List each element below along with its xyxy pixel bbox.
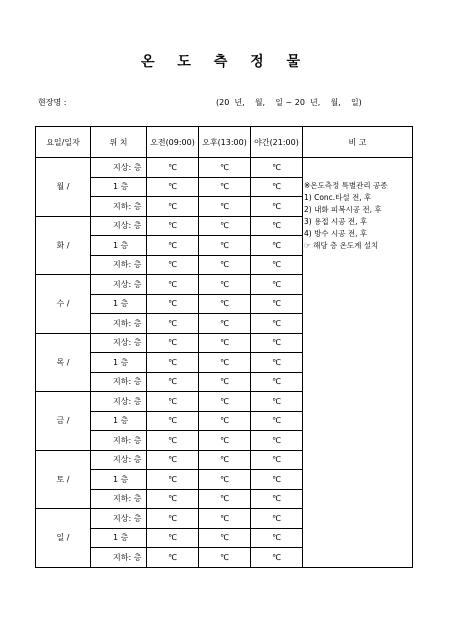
night-temp-cell[interactable]: ℃ bbox=[251, 353, 303, 373]
afternoon-temp-cell[interactable]: ℃ bbox=[199, 353, 251, 373]
night-temp-cell[interactable]: ℃ bbox=[251, 294, 303, 314]
morning-temp-cell[interactable]: ℃ bbox=[147, 255, 199, 275]
header-morning: 오전(09:00) bbox=[147, 127, 199, 158]
night-temp-cell[interactable]: ℃ bbox=[251, 275, 303, 295]
location-cell: 지상: 층 bbox=[91, 216, 147, 236]
morning-temp-cell[interactable]: ℃ bbox=[147, 197, 199, 217]
location-cell: 지상: 층 bbox=[91, 392, 147, 412]
night-temp-cell[interactable]: ℃ bbox=[251, 333, 303, 353]
location-cell: 1 층 bbox=[91, 411, 147, 431]
morning-temp-cell[interactable]: ℃ bbox=[147, 216, 199, 236]
location-cell: 지하: 층 bbox=[91, 489, 147, 509]
morning-temp-cell[interactable]: ℃ bbox=[147, 548, 199, 568]
location-cell: 1 층 bbox=[91, 294, 147, 314]
header-day-date: 요일/일자 bbox=[36, 127, 91, 158]
afternoon-temp-cell[interactable]: ℃ bbox=[199, 314, 251, 334]
location-cell: 지하: 층 bbox=[91, 431, 147, 451]
remark-line: 3) 용접 시공 전, 후 bbox=[304, 217, 368, 226]
afternoon-temp-cell[interactable]: ℃ bbox=[199, 333, 251, 353]
location-cell: 지하: 층 bbox=[91, 548, 147, 568]
afternoon-temp-cell[interactable]: ℃ bbox=[199, 489, 251, 509]
afternoon-temp-cell[interactable]: ℃ bbox=[199, 528, 251, 548]
remark-line: ☞ 해당 층 온도계 설치 bbox=[304, 241, 379, 250]
afternoon-temp-cell[interactable]: ℃ bbox=[199, 275, 251, 295]
temperature-table bbox=[35, 126, 413, 568]
location-cell: 1 층 bbox=[91, 353, 147, 373]
night-temp-cell[interactable]: ℃ bbox=[251, 177, 303, 197]
location-cell: 지상: 층 bbox=[91, 450, 147, 470]
location-cell: 1 층 bbox=[91, 528, 147, 548]
location-cell: 1 층 bbox=[91, 470, 147, 490]
location-cell: 지하: 층 bbox=[91, 197, 147, 217]
morning-temp-cell[interactable]: ℃ bbox=[147, 392, 199, 412]
afternoon-temp-cell[interactable]: ℃ bbox=[199, 177, 251, 197]
location-cell: 지하: 층 bbox=[91, 372, 147, 392]
morning-temp-cell[interactable]: ℃ bbox=[147, 314, 199, 334]
morning-temp-cell[interactable]: ℃ bbox=[147, 294, 199, 314]
night-temp-cell[interactable]: ℃ bbox=[251, 197, 303, 217]
night-temp-cell[interactable]: ℃ bbox=[251, 509, 303, 529]
night-temp-cell[interactable]: ℃ bbox=[251, 528, 303, 548]
afternoon-temp-cell[interactable]: ℃ bbox=[199, 236, 251, 256]
night-temp-cell[interactable]: ℃ bbox=[251, 450, 303, 470]
header-afternoon: 오후(13:00) bbox=[199, 127, 251, 158]
day-cell: 화 / bbox=[36, 216, 91, 275]
remark-line: 1) Conc.타설 전, 후 bbox=[304, 193, 372, 202]
afternoon-temp-cell[interactable]: ℃ bbox=[199, 392, 251, 412]
afternoon-temp-cell[interactable]: ℃ bbox=[199, 372, 251, 392]
period-range: (20 년, 월, 일 ~ 20 년, 월, 일) bbox=[216, 98, 362, 107]
afternoon-temp-cell[interactable]: ℃ bbox=[199, 509, 251, 529]
morning-temp-cell[interactable]: ℃ bbox=[147, 372, 199, 392]
night-temp-cell[interactable]: ℃ bbox=[251, 255, 303, 275]
night-temp-cell[interactable]: ℃ bbox=[251, 548, 303, 568]
day-cell: 월 / bbox=[36, 158, 91, 217]
remarks-cell bbox=[303, 158, 413, 568]
morning-temp-cell[interactable]: ℃ bbox=[147, 470, 199, 490]
afternoon-temp-cell[interactable]: ℃ bbox=[199, 158, 251, 178]
morning-temp-cell[interactable]: ℃ bbox=[147, 411, 199, 431]
location-cell: 1 층 bbox=[91, 236, 147, 256]
night-temp-cell[interactable]: ℃ bbox=[251, 158, 303, 178]
table-row bbox=[36, 158, 413, 178]
header-row bbox=[36, 127, 413, 158]
site-name-label: 현장명 : bbox=[38, 98, 67, 107]
morning-temp-cell[interactable]: ℃ bbox=[147, 333, 199, 353]
afternoon-temp-cell[interactable]: ℃ bbox=[199, 470, 251, 490]
header-location: 위 치 bbox=[91, 127, 147, 158]
night-temp-cell[interactable]: ℃ bbox=[251, 216, 303, 236]
location-cell: 지상: 층 bbox=[91, 158, 147, 178]
morning-temp-cell[interactable]: ℃ bbox=[147, 528, 199, 548]
day-cell: 토 / bbox=[36, 450, 91, 509]
header-night: 야간(21:00) bbox=[251, 127, 303, 158]
location-cell: 지상: 층 bbox=[91, 509, 147, 529]
night-temp-cell[interactable]: ℃ bbox=[251, 392, 303, 412]
location-cell: 지상: 층 bbox=[91, 333, 147, 353]
night-temp-cell[interactable]: ℃ bbox=[251, 411, 303, 431]
morning-temp-cell[interactable]: ℃ bbox=[147, 489, 199, 509]
afternoon-temp-cell[interactable]: ℃ bbox=[199, 450, 251, 470]
afternoon-temp-cell[interactable]: ℃ bbox=[199, 216, 251, 236]
night-temp-cell[interactable]: ℃ bbox=[251, 314, 303, 334]
afternoon-temp-cell[interactable]: ℃ bbox=[199, 197, 251, 217]
day-cell: 일 / bbox=[36, 509, 91, 568]
night-temp-cell[interactable]: ℃ bbox=[251, 372, 303, 392]
afternoon-temp-cell[interactable]: ℃ bbox=[199, 294, 251, 314]
morning-temp-cell[interactable]: ℃ bbox=[147, 158, 199, 178]
morning-temp-cell[interactable]: ℃ bbox=[147, 450, 199, 470]
afternoon-temp-cell[interactable]: ℃ bbox=[199, 548, 251, 568]
remark-line: 2) 내화 피복시공 전, 후 bbox=[304, 205, 382, 214]
remark-line: ※온도측정 특별관리 공종 bbox=[304, 181, 388, 190]
morning-temp-cell[interactable]: ℃ bbox=[147, 236, 199, 256]
morning-temp-cell[interactable]: ℃ bbox=[147, 431, 199, 451]
document-title: 온 도 측 정 물 bbox=[140, 54, 310, 70]
location-cell: 지하: 층 bbox=[91, 255, 147, 275]
table-body bbox=[36, 158, 413, 568]
location-cell: 1 층 bbox=[91, 177, 147, 197]
afternoon-temp-cell[interactable]: ℃ bbox=[199, 431, 251, 451]
night-temp-cell[interactable]: ℃ bbox=[251, 431, 303, 451]
afternoon-temp-cell[interactable]: ℃ bbox=[199, 255, 251, 275]
morning-temp-cell[interactable]: ℃ bbox=[147, 275, 199, 295]
afternoon-temp-cell[interactable]: ℃ bbox=[199, 411, 251, 431]
day-cell: 목 / bbox=[36, 333, 91, 392]
morning-temp-cell[interactable]: ℃ bbox=[147, 509, 199, 529]
night-temp-cell[interactable]: ℃ bbox=[251, 489, 303, 509]
location-cell: 지상: 층 bbox=[91, 275, 147, 295]
night-temp-cell[interactable]: ℃ bbox=[251, 470, 303, 490]
day-cell: 금 / bbox=[36, 392, 91, 451]
morning-temp-cell[interactable]: ℃ bbox=[147, 177, 199, 197]
morning-temp-cell[interactable]: ℃ bbox=[147, 353, 199, 373]
remark-line: 4) 방수 시공 전, 후 bbox=[304, 229, 368, 238]
day-cell: 수 / bbox=[36, 275, 91, 334]
night-temp-cell[interactable]: ℃ bbox=[251, 236, 303, 256]
header-remarks: 비 고 bbox=[303, 127, 413, 158]
location-cell: 지하: 층 bbox=[91, 314, 147, 334]
